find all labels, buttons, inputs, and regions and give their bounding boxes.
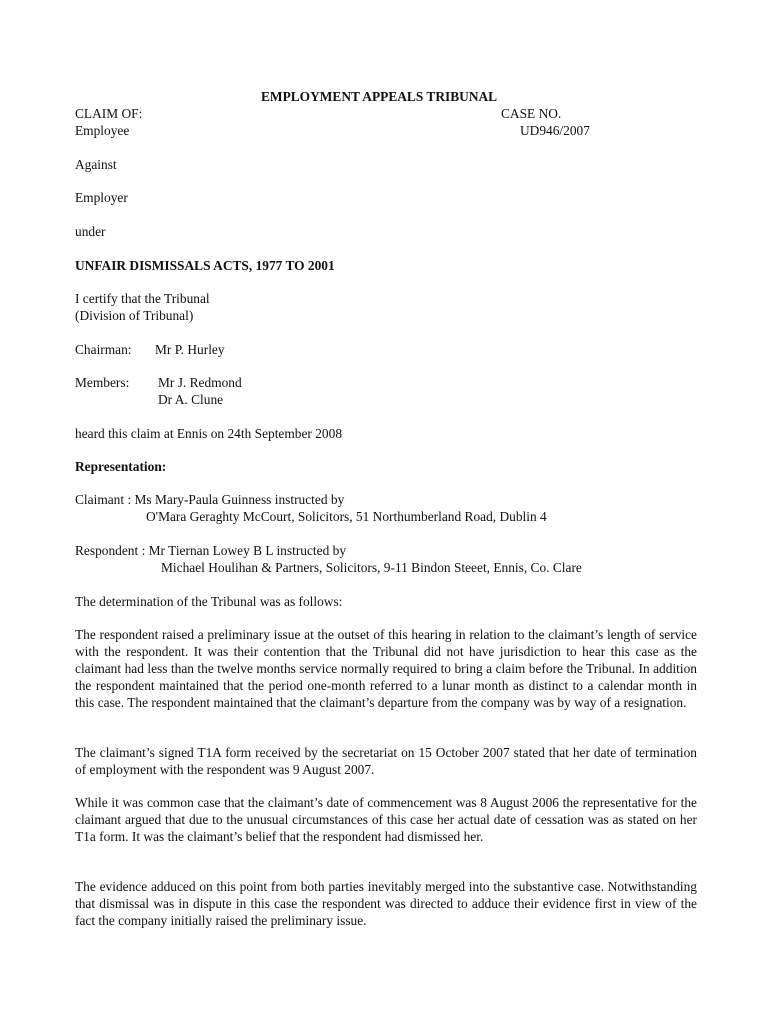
against-label: Against: [75, 157, 117, 172]
body-paragraph: The claimant’s signed T1A form received by the secretariat on 15 October 2007 stated that her date of termination of employment with the respondent was 9 August 2007.: [75, 745, 697, 777]
document-title: EMPLOYMENT APPEALS TRIBUNAL: [261, 89, 498, 104]
body-paragraph: The respondent raised a preliminary issue at the outset of this hearing in relation to the claimant’s length of service with the respondent. It was their contention that the Tribunal did not have jurisdiction to hear this case as the claimant had less than the twelve months service normally required to bring a claim before the Tribunal. In addition the respondent maintained that the period one-month referred to a lunar month as distinct to a calendar month in this case. The respondent maintained that the claimant’s departure from the company was by way of a resignation.: [75, 627, 697, 710]
respondent-representative: Respondent : Mr Tiernan Lowey B L instructed by: [75, 543, 347, 558]
member-name: Mr J. Redmond: [158, 375, 242, 390]
respondent-solicitors: Michael Houlihan & Partners, Solicitors, 9-11 Bindon Steeet, Ennis, Co. Clare: [161, 560, 582, 575]
determination-intro: The determination of the Tribunal was as follows:: [75, 594, 343, 609]
act-title: UNFAIR DISMISSALS ACTS, 1977 TO 2001: [75, 258, 335, 273]
claimant-solicitors: O'Mara Geraghty McCourt, Solicitors, 51 Northumberland Road, Dublin 4: [146, 509, 547, 524]
chairman-label: Chairman:: [75, 342, 132, 357]
case-no-label: CASE NO.: [501, 106, 562, 121]
division-line: (Division of Tribunal): [75, 308, 194, 323]
under-label: under: [75, 224, 106, 239]
claimant-representative: Claimant : Ms Mary-Paula Guinness instructed by: [75, 492, 345, 507]
member-name: Dr A. Clune: [158, 392, 224, 407]
body-paragraph: The evidence adduced on this point from both parties inevitably merged into the substantive case. Notwithstanding that dismissal was in dispute in this case the respondent was directed to adduce their evidence first in view of the fact the company initially raised the preliminary issue.: [75, 879, 697, 928]
respondent-name: Employer: [75, 190, 128, 205]
chairman-name: Mr P. Hurley: [155, 342, 225, 357]
hearing-line: heard this claim at Ennis on 24th September 2008: [75, 426, 343, 441]
case-number: UD946/2007: [520, 123, 590, 138]
members-label: Members:: [75, 375, 130, 390]
claimant-name: Employee: [75, 123, 130, 138]
certify-line: I certify that the Tribunal: [75, 291, 210, 306]
claim-of-label: CLAIM OF:: [75, 106, 143, 121]
body-paragraph: While it was common case that the claimant’s date of commencement was 8 August 2006 the representative for the claimant argued that due to the unusual circumstances of this case her actual date of cessation was as stated on her T1a form. It was the claimant’s belief that the respondent had dismissed her.: [75, 795, 697, 844]
representation-heading: Representation:: [75, 459, 167, 474]
